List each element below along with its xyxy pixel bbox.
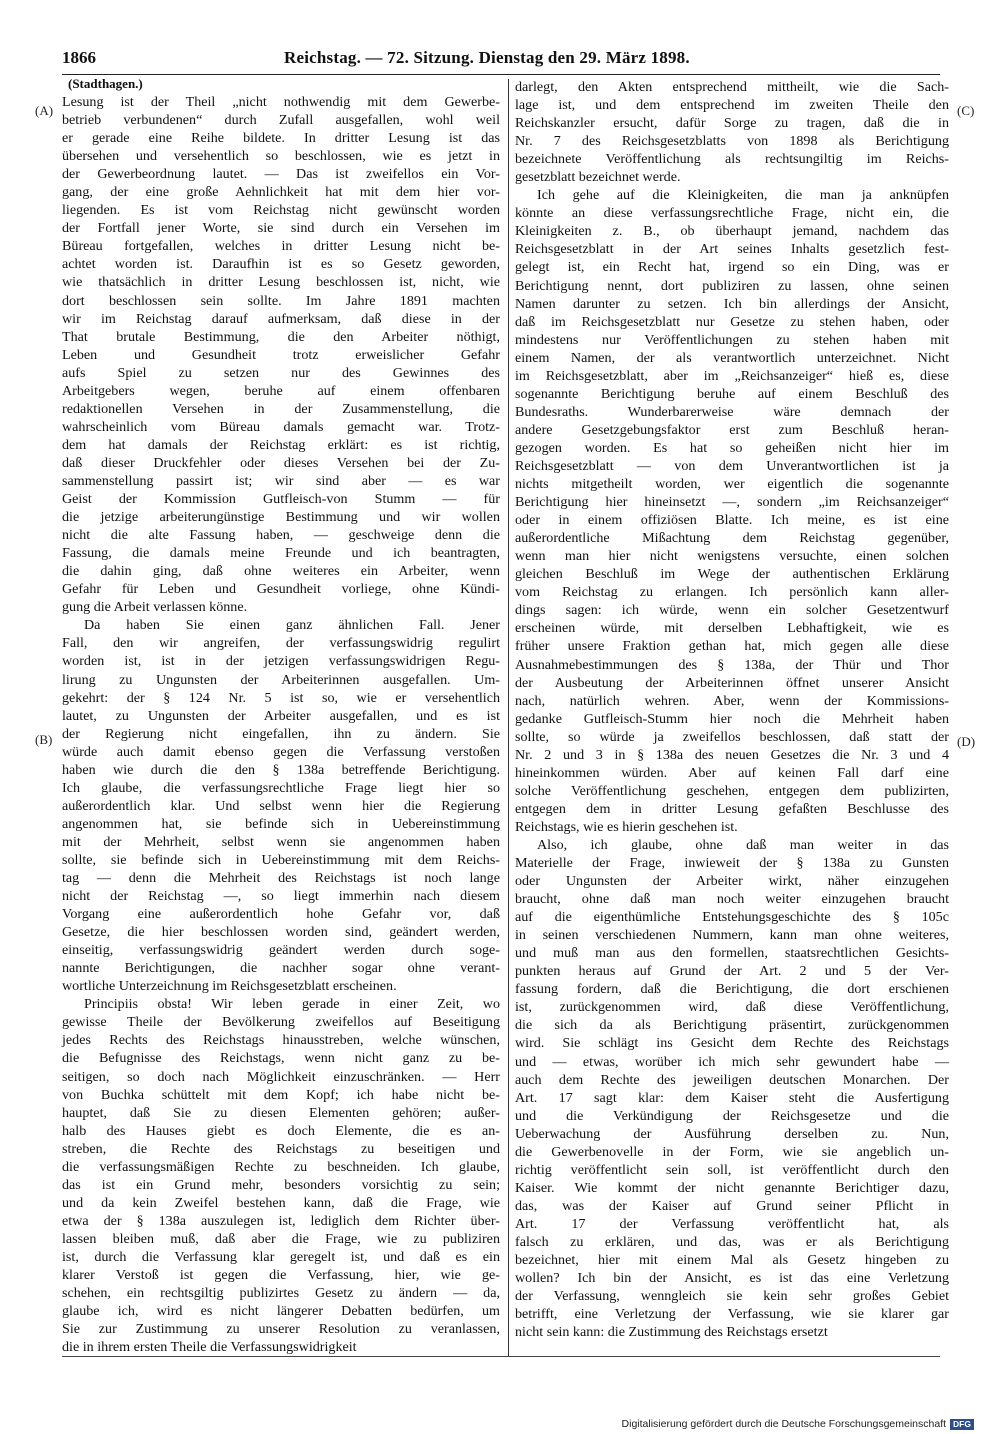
text-line: Nr. 2 und 3 in § 138a des neuen Gesetzes die Nr. 3 und 4	[515, 746, 949, 763]
text-line: oder Ungunsten der Arbeiter wirkt, näher einzugehen	[515, 873, 949, 890]
text-line: der Verfassung, wenngleich sie kein sehr großes Gebiet	[515, 1288, 949, 1305]
text-line: Da haben Sie einen ganz ähnlichen Fall. Jener	[84, 617, 500, 634]
text-line: Leben und Gesundheit trotz erweislicher Gefahr	[62, 346, 500, 363]
text-line: ist, durch die Verfassung klar geregelt ist, und daß es ein	[62, 1249, 500, 1265]
text-line: hauptet, daß Sie zu diesen Elementen gehören; außer-	[62, 1104, 500, 1121]
text-line: die in ihrem ersten Theile die Verfassungswidrigkeit	[62, 1339, 357, 1356]
text-line: vom Reichstag zu erlangen. Ich persönlich kann aller-	[515, 584, 949, 601]
text-line: Nr. 7 des Reichsgesetzblatts von 1898 als Berichtigung	[515, 133, 949, 150]
text-line: Gefahr für Leben und Gesundheit vorliege, ohne Kündi-	[62, 581, 500, 598]
text-line: braucht, ohne daß man noch weiter einzugehen braucht	[515, 891, 949, 908]
text-line: lage ist, und dem entsprechend im zweiten Theile den	[515, 97, 949, 114]
margin-mark-b: (B)	[35, 732, 53, 747]
text-line: Arbeitgebers wegen, beruhe auf einem offenbaren	[62, 382, 500, 399]
text-line: gelegt ist, ein Recht hat, irgend so ein Ding, was er	[515, 259, 949, 276]
text-line: ist, zurückgenommen wird, daß diese Veröffentlichung,	[515, 999, 949, 1016]
text-line: dem hat damals der Reichstag erklärt: es ist richtig,	[62, 436, 500, 453]
text-line: Lesung ist der Theil „nicht nothwendig mit dem Gewerbe-	[62, 94, 500, 110]
text-line: der Gewerbeordnung lautet. — Das ist zweifellos ein Vor-	[62, 166, 500, 183]
text-line: Kleinigkeiten z. B., ob überhaupt jemand, nachdem das	[515, 223, 949, 240]
text-line: wahrscheinlich vom Büreau damals gemacht war. Trotz-	[62, 418, 500, 435]
text-line: der Ausbeutung der Arbeiterinnen öffnet unserer Ansicht	[515, 674, 949, 691]
text-line: liegenden. Es ist vom Reichstag nicht gewünscht worden	[62, 202, 500, 219]
credit-text: Digitalisierung gefördert durch die Deutsche Forschungsgemeinschaft	[621, 1418, 947, 1430]
text-line: Principiis obsta! Wir leben gerade in einer Zeit, wo	[84, 996, 500, 1013]
text-line: lautet, zu Ungunsten der Arbeiter ausgefallen, und es ist	[62, 707, 500, 724]
dfg-logo: DFG	[950, 1419, 974, 1430]
text-line: richtig veröffentlicht sein soll, ist veröffentlicht durch den	[515, 1161, 949, 1178]
text-line: fassung fordern, daß die Berichtigung, die dort erschienen	[515, 981, 949, 998]
paragraph	[62, 995, 500, 1356]
text-line: im Reichsgesetzblatt, aber im „Reichsanzeiger“ hieß es, diese	[515, 367, 949, 384]
text-line: einem Namen, der als verantwortlich unterzeichnet. Nicht	[515, 349, 949, 366]
text-line: sogenannte Berichtigung beruhe auf einem Beschluß des	[515, 385, 949, 402]
text-line: wie thatsächlich in dritter Lesung beschlossen ist, nicht, wie	[62, 274, 500, 291]
text-line: oder in einem offiziösen Blatte. Ich meine, es ist eine	[515, 512, 949, 529]
text-line: Reichskanzler ersucht, dafür Sorge zu tragen, daß die in	[515, 115, 949, 132]
text-line: Ausnahmebestimmungen des § 138a, der Thür und Thor	[515, 656, 949, 673]
text-line: glaube ich, wird es nicht längerer Debatten bedürfen, um	[62, 1303, 500, 1320]
text-line: gleichen Beschluß im Wege der authentischen Erklärung	[515, 566, 949, 583]
text-line: sollte, so würde ja zweifellos beschlossen, daß statt der	[515, 728, 949, 745]
text-line: Art. 17 der Verfassung veröffentlicht hat, als	[515, 1215, 949, 1232]
text-line: Art. 17 sagt klar: dem Kaiser steht die Ausfertigung	[515, 1089, 949, 1106]
text-line: von Buchka schüttelt mit dem Kopf; ich habe nicht be-	[62, 1086, 500, 1103]
text-line: und muß man aus den formellen, staatsrechtlichen Gesichts-	[515, 945, 949, 962]
margin-mark-a: (A)	[35, 103, 54, 118]
text-line: auch dem Rechte des jeweiligen deutschen Monarchen. Der	[515, 1071, 949, 1088]
text-line: Reichsgesetzblatt in der Art seines Inhalts gesetzlich fest-	[515, 241, 949, 258]
text-line: früher unsere Fraktion gethan hat, mich gegen alle diese	[515, 638, 949, 655]
text-line: daß dieser Druckfehler oder dieses Versehen bei der Zu-	[62, 454, 500, 471]
text-line: halb des Hauses giebt es doch Elemente, die es an-	[62, 1122, 500, 1139]
text-line: gezogen worden. Es hat so geheißen nicht hier im	[515, 439, 949, 456]
text-line: streben, die Rechte des Reichstags zu beseitigen und	[62, 1140, 500, 1157]
text-line: er gerade eine Reihe bildete. In dritter Lesung ist das	[62, 130, 500, 147]
text-line: Sie zur Zustimmung zu unserer Resolution zu veranlassen,	[62, 1321, 500, 1338]
text-line: nicht sein kann: die Zustimmung des Reichstags ersetzt	[515, 1324, 828, 1341]
text-line: und — etwas, worüber ich mich sehr gewundert habe —	[515, 1053, 949, 1070]
text-line: punkten heraus auf Grund der Art. 2 und 5 der Ver-	[515, 963, 949, 980]
text-line: Ueberwachung der Ausführung derselben zu. Nun,	[515, 1125, 949, 1142]
text-line: Reichsgesetzblatt — von dem Unverantwortlichen ist ja	[515, 457, 949, 474]
text-line: übersehen und versehentlich so beschlossen, wie es jetzt in	[62, 148, 500, 165]
text-line: Berichtigung nennt, dort publiziren zu lassen, ohne seinen	[515, 277, 949, 294]
text-line: Ich gehe auf die Kleinigkeiten, die man ja anknüpfen	[537, 187, 949, 204]
text-line: nicht der Reichstag —, so liegt immerhin nach diesem	[62, 888, 500, 905]
text-line: gewisse Theile der Bevölkerung zweifellos auf Beseitigung	[62, 1014, 500, 1031]
text-line: Also, ich glaube, ohne daß man weiter in das	[537, 836, 949, 853]
text-line: seitigen, so doch nach Möglichkeit einzuschränken. — Herr	[62, 1068, 500, 1085]
text-line: andere Gesetzgebungsfaktor erst zum Beschluß heran-	[515, 421, 949, 438]
margin-mark-d: (D)	[957, 734, 976, 749]
text-line: haben wie durch die den § 138a betreffende Berichtigung.	[62, 761, 500, 778]
text-line: jedes Rechts des Reichstags hinausstreben, welche wünschen,	[62, 1032, 500, 1049]
text-line: bezeichnet, hier mit einem Mal als Gesetz hingeben zu	[515, 1252, 949, 1269]
text-line: Bundesraths. Wunderbarerweise wäre demnach der	[515, 403, 949, 420]
text-line: achtet worden ist. Daraufhin ist es so Gesetz geworden,	[62, 256, 500, 273]
text-line: Kaiser. Wie kommt der nicht genannte Berichtiger dazu,	[515, 1179, 949, 1196]
bottom-rule	[62, 1356, 940, 1357]
text-line: gung die Arbeit verlassen könne.	[62, 599, 248, 616]
text-line: schehen, ein rechtsgiltig publizirtes Gesetz zu ändern — da,	[62, 1285, 500, 1302]
text-line: Vorgang eine außerordentlich hohe Gefahr vor, daß	[62, 906, 500, 923]
text-line: lirung zu Ungunsten der Arbeiterinnen ausgefallen. Um-	[62, 671, 500, 688]
margin-mark-c: (C)	[957, 103, 975, 118]
text-line: die Befugnisse des Reichstags, wenn nicht ganz zu be-	[62, 1050, 500, 1067]
text-line: außerordentliche Mißachtung dem Reichstag gegenüber,	[515, 530, 949, 547]
column-divider	[508, 79, 509, 1357]
text-line: und die Verkündigung der Reichsgesetze und die	[515, 1107, 949, 1124]
right-column	[515, 78, 949, 1341]
text-line: der Fortfall jener Worte, sie sind durch ein Versehen im	[62, 220, 500, 237]
text-line: lassen bleiben muß, daß aber die Frage, wie zu publiziren	[62, 1230, 500, 1247]
text-line: die Gewerbenovelle in der Form, wie sie angeblich un-	[515, 1143, 949, 1160]
text-line: wird. Sie schlägt ins Gesicht dem Rechte des Reichstags	[515, 1035, 949, 1052]
text-line: in seinen verschiedenen Nummern, kann man ohne weiteres,	[515, 927, 949, 944]
text-line: etwa der § 138a auszulegen ist, lediglich dem Richter über-	[62, 1212, 500, 1229]
text-line: daß im Reichsgesetzblatt nur Gesetze zu stehen haben, oder	[515, 313, 949, 330]
text-line: mindestens nur Veröffentlichungen zu stehen haben mit	[515, 331, 949, 348]
text-line: worden ist, ist in der jetzigen verfassungswidrigen Regu-	[62, 653, 500, 670]
page-header	[62, 48, 940, 75]
text-line: gekehrt: der § 124 Nr. 5 ist so, wie er versehentlich	[62, 689, 500, 706]
text-line: sammenstellung passirt ist; wir sind aber — es war	[62, 472, 500, 489]
speaker-name: (Stadthagen.)	[68, 76, 143, 91]
text-line: Ich glaube, die verfassungsrechtliche Frage liegt hier so	[62, 779, 500, 796]
text-line: würde auch damit ebenso gegen die Verfassung verstoßen	[62, 743, 500, 760]
text-line: gedanke Gutfleisch-Stumm hier noch die Mehrheit haben	[515, 710, 949, 727]
text-line: die sich da als Berichtigung präsentirt, zurückgenommen	[515, 1017, 949, 1034]
text-line: und da kein Zweifel bestehen kann, daß die Frage, wie	[62, 1194, 500, 1211]
running-title: Reichstag. — 72. Sitzung. Dienstag den 29. März 1898.	[284, 48, 690, 67]
text-line: könnte an diese verfassungsrechtliche Frage, nicht ein, die	[515, 205, 949, 222]
text-line: das, was der Kaiser auf Grund seiner Pflicht in	[515, 1197, 949, 1214]
text-line: einseitig, verfassungswidrig geändert werden durch soge-	[62, 942, 500, 959]
text-line: klarer Verstoß ist gegen die Verfassung, hier, wie ge-	[62, 1267, 500, 1284]
text-line: der Regierung nicht eingefallen, ihn zu ändern. Sie	[62, 725, 500, 742]
paragraph	[515, 836, 949, 1341]
text-line: Fall, den wir angreifen, der verfassungswidrig regulirt	[62, 635, 500, 652]
text-line: solche Veröffentlichung geschehen, entgegen dem publizirten,	[515, 782, 949, 799]
text-line: darlegt, den Akten entsprechend mittheilt, wie die Sach-	[515, 79, 949, 95]
paragraph	[62, 93, 500, 616]
text-line: Gesetze, die hier beschlossen worden sind, geändert werden,	[62, 924, 500, 941]
text-line: angenommen hat, sie befinde sich in Uebereinstimmung	[62, 815, 500, 832]
digitization-credit	[622, 1418, 974, 1430]
text-line: Namen darunter zu setzen. Ich bin allerdings der Ansicht,	[515, 295, 949, 312]
text-line: That brutale Bestimmung, die den Arbeiter nöthigt,	[62, 328, 500, 345]
text-line: nichts mitgetheilt worden, wer eigentlich die sogenannte	[515, 476, 949, 493]
text-line: aufs Spiel zu setzen nur des Gewinnes des	[62, 364, 500, 381]
text-line: Materielle der Frage, inwieweit der § 138a zu Gunsten	[515, 855, 949, 872]
text-line: Büreau fortgefallen, welches in dritter Lesung nicht be-	[62, 238, 500, 255]
text-line: redaktionellen Versehen in der Zusammenstellung, die	[62, 400, 500, 417]
text-line: Geist der Kommission Gutfleisch-von Stumm — für	[62, 491, 500, 508]
page-number: 1866	[62, 48, 96, 67]
text-line: gesetzblatt bezeichnet werde.	[515, 169, 681, 186]
paragraph	[515, 186, 949, 836]
text-line: betrieb verbundenen“ durch Zufall ausgefallen, wohl weil	[62, 112, 500, 129]
text-line: nannte Berichtigungen, die nachher sogar ohne verant-	[62, 960, 500, 977]
text-line: betrifft, eine Verletzung der Verfassung, wie sie klarer gar	[515, 1306, 949, 1323]
text-line: wollen? Ich bin der Ansicht, es ist das eine Verletzung	[515, 1270, 949, 1287]
text-line: wortliche Unterzeichnung im Reichsgesetzblatt erscheinen.	[62, 978, 397, 995]
text-line: die dahin ging, daß ohne weiteres ein Arbeiter, wenn	[62, 563, 500, 580]
paragraph	[515, 78, 949, 186]
text-line: nicht die alte Fassung haben, — geschweige denn die	[62, 527, 500, 544]
text-line: die verfassungsmäßigen Rechte zu beschneiden. Ich glaube,	[62, 1158, 500, 1175]
text-line: außerordentlich klar. Und selbst wenn hier die Regierung	[62, 797, 500, 814]
text-line: wir im Reichstag darauf aufmerksam, daß diese in der	[62, 310, 500, 327]
text-line: gang, der eine große Aehnlichkeit hat mit dem hier vor-	[62, 184, 500, 201]
text-line: das ist ein Grund mehr, besonders vorsichtig zu sein;	[62, 1176, 500, 1193]
text-line: erscheinen würde, mit derselben Lebhaftigkeit, wie es	[515, 620, 949, 637]
text-line: mit der Mehrheit, selbst wenn sie angenommen haben	[62, 833, 500, 850]
text-line: Reichstags, wie es hierin geschehen ist.	[515, 818, 738, 835]
text-line: nach, natürlich wehren. Aber, wenn der Kommissions-	[515, 692, 949, 709]
text-line: die jetzige arbeiterungünstige Bestimmung und wir wollen	[62, 509, 500, 526]
text-line: dort beschlossen sein sollte. Im Jahre 1891 machten	[62, 292, 500, 309]
text-line: wenn man hier nicht wenigstens versuchte, einen solchen	[515, 548, 949, 565]
text-line: dings sagen: ich würde, wenn ein solcher Gesetzentwurf	[515, 602, 949, 619]
text-line: bezeichnete Veröffentlichung als rechtsungiltig im Reichs-	[515, 151, 949, 168]
text-line: Berichtigung hier hineinsetzt —, sondern „im Reichsanzeiger“	[515, 494, 949, 511]
text-line: tag — denn die Mehrheit des Reichstags ist noch lange	[62, 870, 500, 887]
text-line: hineinkommen würden. Aber auf keinen Fall darf eine	[515, 764, 949, 781]
text-line: entgegen dem in dritter Lesung gefaßten Beschlusse des	[515, 800, 949, 817]
text-line: Fassung, die damals meine Freunde und ich beantragten,	[62, 545, 500, 562]
text-line: auf die eigenthümliche Entstehungsgeschichte des § 105c	[515, 909, 949, 926]
paragraph	[62, 616, 500, 995]
text-line: falsch zu erklären, und das, was er als Berichtigung	[515, 1234, 949, 1250]
text-line: sollte, sie befinde sich in Uebereinstimmung mit dem Reichs-	[62, 851, 500, 868]
left-column	[62, 76, 500, 1356]
